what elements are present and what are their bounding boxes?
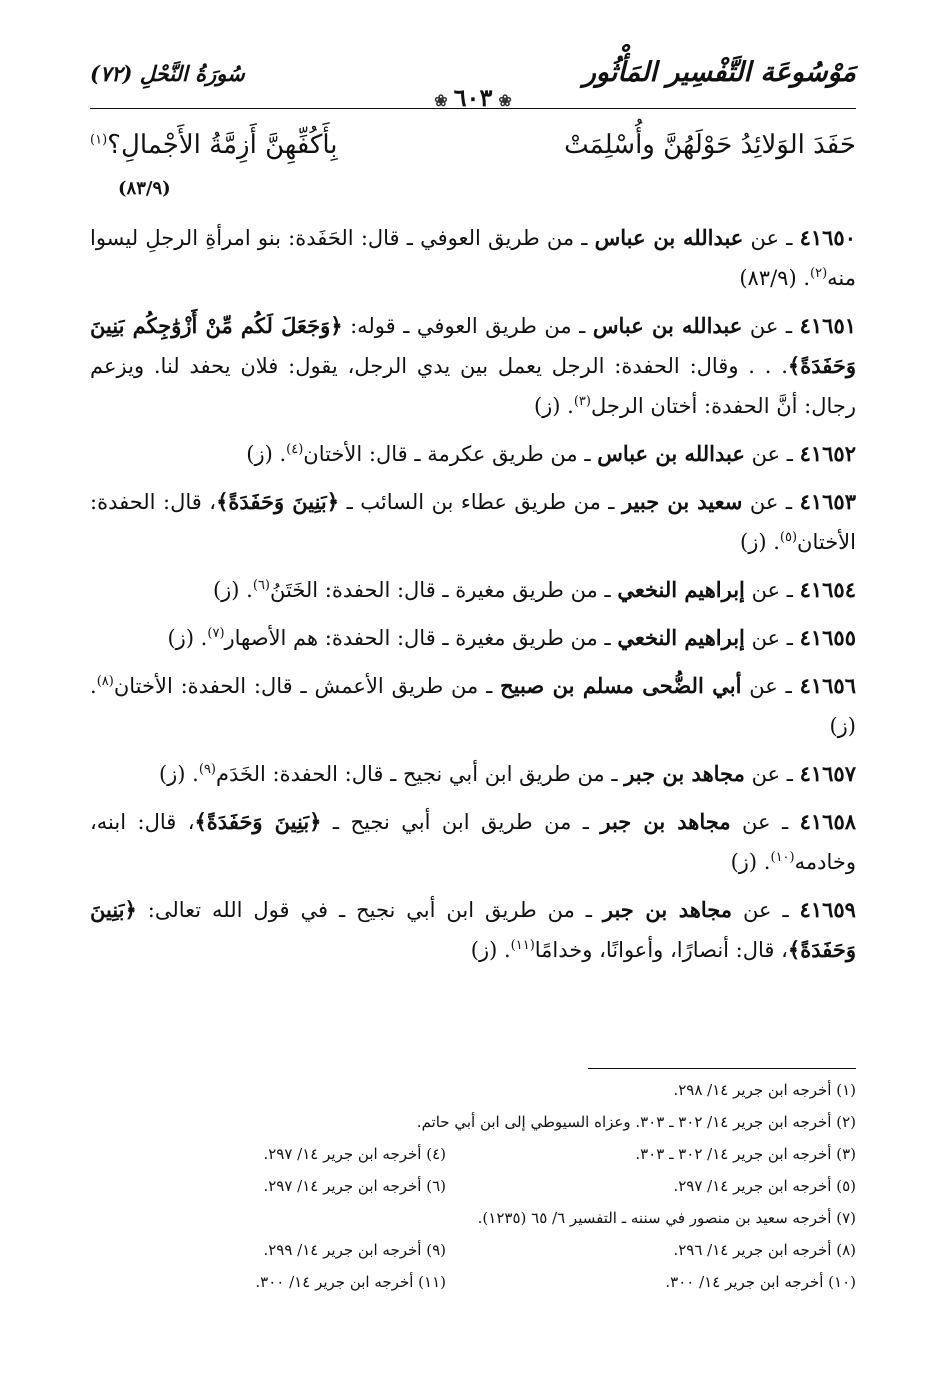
footnote-7: (٧) أخرجه سعيد بن منصور في سننه ـ التفسير ٦/ ٦٥ (١٢٣٥). <box>477 1209 856 1227</box>
footnote-8: (٨) أخرجه ابن جرير ١٤/ ٢٩٦. <box>673 1241 856 1259</box>
entry-number: ٤١٦٥١ <box>799 313 857 338</box>
verse-reference: (٨٣/٩) <box>118 178 171 199</box>
entry-41653: ٤١٦٥٣ ـ عن سعيد بن جبير ـ من طريق عطاء بن السائب ـ ﴿بَنِينَ وَحَفَدَةً﴾، قال: الحفدة: الأختان$^{(٥)}$. (ز) <box>90 489 856 554</box>
page-number: ٦٠٣ <box>453 83 493 112</box>
verse-second-hemistich: بِأَكُفِّهِنَّ أَزِمَّةُ الأَجْمالِ؟$^{(١)}$ <box>90 130 338 160</box>
footnote-mark: (١٠) <box>770 850 795 865</box>
entry-number: ٤١٦٥٠ <box>799 225 856 250</box>
narrator-name: إبراهيم النخعي <box>617 625 745 650</box>
entry-41652: ٤١٦٥٢ ـ عن عبدالله بن عباس ـ من طريق عكرمة ـ قال: الأختان$^{(٤)}$. (ز) <box>246 441 856 466</box>
entry-number: ٤١٦٥٨ <box>799 809 857 834</box>
footnote-mark: (٧) <box>207 626 225 641</box>
entry-number: ٤١٦٥٩ <box>799 897 856 922</box>
entry-41654: ٤١٦٥٤ ـ عن إبراهيم النخعي ـ من طريق مغيرة ـ قال: الحفدة: الخَتَنُ$^{(٦)}$. (ز) <box>212 577 856 602</box>
footnote-mark: (٥) <box>779 530 798 545</box>
footnote-10: (١٠) أخرجه ابن جرير ١٤/ ٣٠٠. <box>665 1273 856 1291</box>
footnote-mark: (٦) <box>252 578 270 593</box>
entry-number: ٤١٦٥٢ <box>799 441 856 466</box>
footnote-6: (٦) أخرجه ابن جرير ١٤/ ٢٩٧. <box>263 1177 446 1195</box>
book-title: مَوْسُوعَة التَّفْسِير المَأْثُور <box>582 57 856 88</box>
quran-quote: ﴿بَنِينَ وَحَفَدَةً﴾ <box>194 809 322 834</box>
footnote-row <box>90 1266 856 1298</box>
footnote-divider <box>588 1068 856 1069</box>
footnote-3: (٣) أخرجه ابن جرير ١٤/ ٣٠٢ ـ ٣٠٣. <box>635 1145 856 1163</box>
entry-number: ٤١٦٥٧ <box>799 761 856 786</box>
narrator-name: عبدالله بن عباس <box>594 225 744 250</box>
entry-41655: ٤١٦٥٥ ـ عن إبراهيم النخعي ـ من طريق مغيرة ـ قال: الحفدة: هم الأصهار$^{(٧)}$. (ز) <box>167 625 856 650</box>
header-divider <box>90 108 856 109</box>
page-header <box>90 55 856 112</box>
narrator-name: سعيد بن جبير <box>621 489 743 514</box>
footnote-row <box>90 1138 856 1170</box>
quran-quote: ﴿بَنِينَ وَحَفَدَةً﴾ <box>216 489 340 514</box>
footnote-11: (١١) أخرجه ابن جرير ١٤/ ٣٠٠. <box>255 1273 446 1291</box>
entry-41651: ٤١٦٥١ ـ عن عبدالله بن عباس ـ من طريق العوفي ـ قوله: ﴿وَجَعَلَ لَكُم مِّنْ أَزْوَٰجِكُم بَنِينَ وَحَفَدَةً﴾. . . وقال: الحفدة: الرجل يعمل بين يدي الرجل، يقول: فلان يحفد لنا. ويزعم رجال: أنَّ الحفدة: أختان الرجل$^{(٣)}$. (ز) <box>90 313 857 418</box>
narrator-name: إبراهيم النخعي <box>617 577 745 602</box>
verse-first-hemistich: حَفَدَ الوَلائِدُ حَوْلَهُنَّ وأُسْلِمَتْ <box>564 130 856 160</box>
narrator-name: عبدالله بن عباس <box>597 441 745 466</box>
ornament-icon: ❀ <box>434 91 448 110</box>
footnote-row <box>90 1106 856 1138</box>
footnote-9: (٩) أخرجه ابن جرير ١٤/ ٢٩٩. <box>263 1241 446 1259</box>
footnote-row <box>90 1074 856 1106</box>
entry-number: ٤١٦٥٦ <box>799 673 856 698</box>
entry-41656: ٤١٦٥٦ ـ عن أبي الضُّحى مسلم بن صبيح ـ من طريق الأعمش ـ قال: الحفدة: الأختان$^{(٨)}$. (ز) <box>90 673 856 738</box>
footnote-1: (١) أخرجه ابن جرير ١٤/ ٢٩٨. <box>673 1081 856 1099</box>
footnote-mark: (٢) <box>810 266 828 281</box>
footnote-mark: (١١) <box>510 938 535 953</box>
footnote-mark: (٨) <box>96 674 114 689</box>
footnote-5: (٥) أخرجه ابن جرير ١٤/ ٢٩٧. <box>673 1177 856 1195</box>
entry-41658: ٤١٦٥٨ ـ عن مجاهد بن جبر ـ من طريق ابن أبي نجيح ـ ﴿بَنِينَ وَحَفَدَةً﴾، قال: ابنه، وخادمه$^{(١٠)}$. (ز) <box>90 809 857 874</box>
narrator-name: مجاهد بن جبر <box>600 809 731 834</box>
entry-41650: ٤١٦٥٠ ـ عن عبدالله بن عباس ـ من طريق العوفي ـ قال: الحَفَدة: بنو امرأةِ الرجلِ ليسوا منه$^{(٢)}$. (٨٣/٩) <box>90 225 856 290</box>
footnote-row <box>90 1202 856 1234</box>
entry-41659: ٤١٦٥٩ ـ عن مجاهد بن جبر ـ من طريق ابن أبي نجيح ـ في قول الله تعالى: ﴿بَنِينَ وَحَفَدَةً﴾، قال: أنصارًا، وأعوانًا، وخدامًا$^{(١١)}$. (ز) <box>90 897 856 962</box>
surah-name: سُورَةُ النَّحْلِ (٧٢) <box>90 61 245 86</box>
narrator-name: أبي الضُّحى مسلم بن صبيح <box>500 673 742 698</box>
narrator-name: مجاهد بن جبر <box>624 761 745 786</box>
footnote-mark: (٣) <box>573 394 591 409</box>
footnote-2: (٢) أخرجه ابن جرير ١٤/ ٣٠٢ ـ ٣٠٣. وعزاه السيوطي إلى ابن أبي حاتم. <box>416 1113 856 1131</box>
entry-41657: ٤١٦٥٧ ـ عن مجاهد بن جبر ـ من طريق ابن أبي نجيح ـ قال: الحفدة: الخَدَم$^{(٩)}$. (ز) <box>158 761 856 786</box>
quran-quote: ﴿وَجَعَلَ لَكُم مِّنْ أَزْوَٰجِكُم بَنِينَ وَحَفَدَةً﴾ <box>90 313 856 378</box>
footnote-mark: (٩) <box>198 762 216 777</box>
quran-quote: ﴿بَنِينَ وَحَفَدَةً﴾ <box>90 897 856 962</box>
footnote-mark: (١) <box>90 132 108 148</box>
footnote-mark: (٤) <box>286 442 304 457</box>
entry-number: ٤١٦٥٣ <box>799 489 856 514</box>
entry-number: ٤١٦٥٥ <box>799 625 856 650</box>
footnote-row <box>90 1234 856 1266</box>
footnote-row <box>90 1170 856 1202</box>
footnote-4: (٤) أخرجه ابن جرير ١٤/ ٢٩٧. <box>263 1145 446 1163</box>
narrator-name: عبدالله بن عباس <box>592 313 743 338</box>
entry-number: ٤١٦٥٤ <box>799 577 856 602</box>
footnotes <box>90 1074 856 1298</box>
main-text <box>90 218 856 978</box>
ornament-icon: ❀ <box>498 91 512 110</box>
narrator-name: مجاهد بن جبر <box>602 897 733 922</box>
